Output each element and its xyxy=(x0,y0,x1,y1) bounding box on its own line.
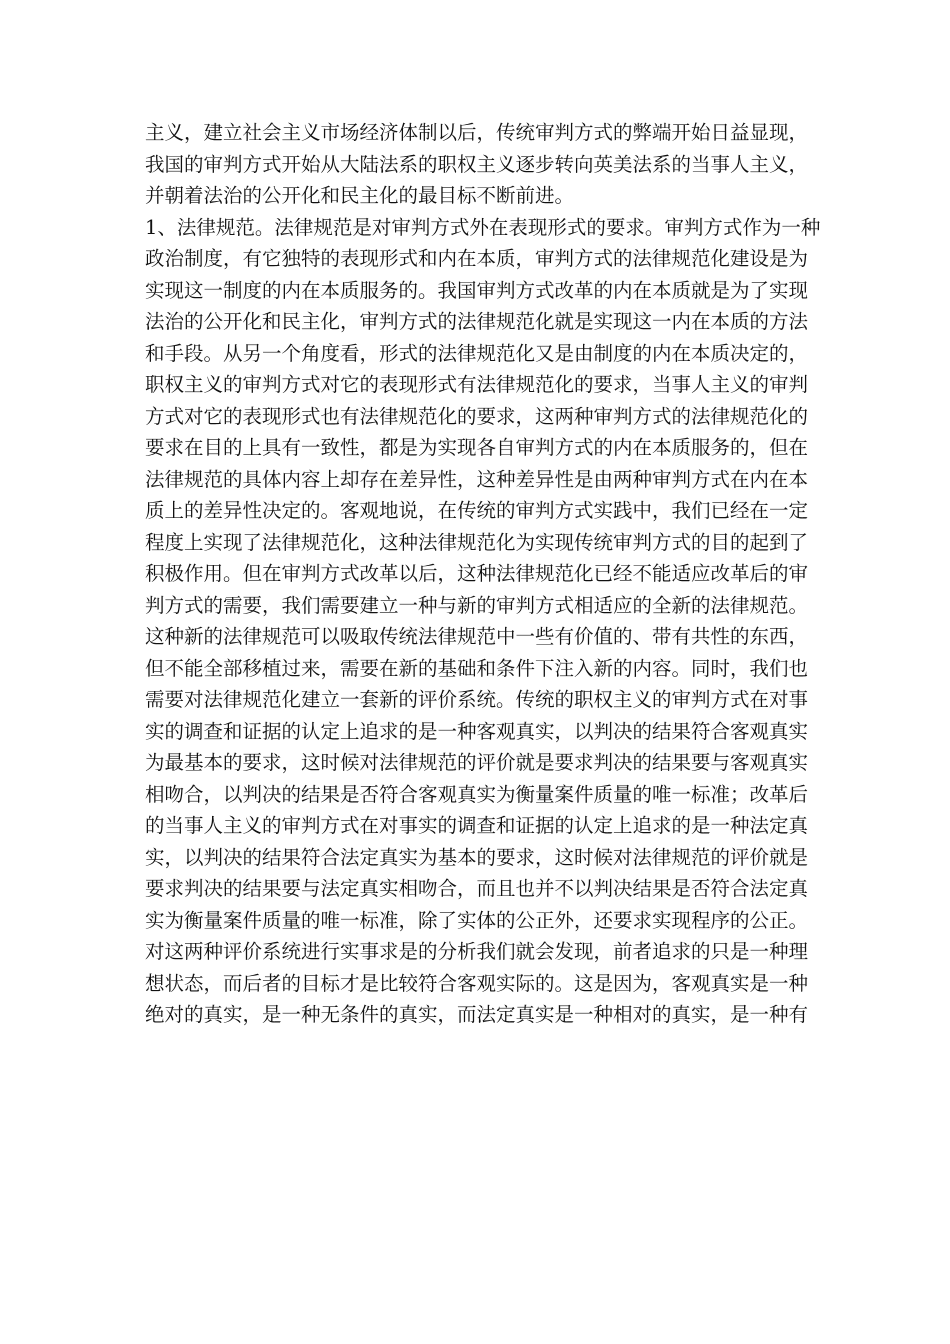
text-line: 实，以判决的结果符合法定真实为基本的要求，这时候对法律规范的评价就是 xyxy=(145,845,809,869)
body-text xyxy=(145,117,825,1031)
text-line: 为最基本的要求，这时候对法律规范的评价就是要求判决的结果要与客观真实 xyxy=(145,751,809,774)
text-line: 对这两种评价系统进行实事求是的分析我们就会发现，前者追求的只是一种理 xyxy=(145,940,809,963)
text-line: 程度上实现了法律规范化，这种法律规范化为实现传统审判方式的目的起到了 xyxy=(145,530,809,554)
text-line: 绝对的真实，是一种无条件的真实，而法定真实是一种相对的真实，是一种有 xyxy=(145,1003,809,1026)
text-line: 实的调查和证据的认定上追求的是一种客观真实，以判决的结果符合客观真实 xyxy=(145,719,809,743)
text-line: 并朝着法治的公开化和民主化的最目标不断前进。 xyxy=(145,184,575,207)
text-line: 实为衡量案件质量的唯一标准，除了实体的公正外，还要求实现程序的公正。 xyxy=(145,908,809,932)
text-line: 法治的公开化和民主化，审判方式的法律规范化就是实现这一内在本质的方法 xyxy=(145,310,809,333)
text-line: 1、法律规范。法律规范是对审判方式外在表现形式的要求。审判方式作为一种 xyxy=(145,215,821,239)
text-line: 想状态，而后者的目标才是比较符合客观实际的。这是因为，客观真实是一种 xyxy=(145,971,809,995)
text-line: 的当事人主义的审判方式在对事实的调查和证据的认定上追求的是一种法定真 xyxy=(145,814,809,837)
text-line: 和手段。从另一个角度看，形式的法律规范化又是由制度的内在本质决定的， xyxy=(145,341,809,365)
text-line: 我国的审判方式开始从大陆法系的职权主义逐步转向英美法系的当事人主义， xyxy=(145,152,809,176)
text-line: 要求判决的结果要与法定真实相吻合，而且也并不以判决结果是否符合法定真 xyxy=(145,877,809,900)
text-line: 政治制度，有它独特的表现形式和内在本质，审判方式的法律规范化建设是为 xyxy=(145,247,809,270)
text-line: 相吻合，以判决的结果是否符合客观真实为衡量案件质量的唯一标准；改革后 xyxy=(145,782,809,806)
text-line: 判方式的需要，我们需要建立一种与新的审判方式相适应的全新的法律规范。 xyxy=(145,593,809,617)
text-line: 职权主义的审判方式对它的表现形式有法律规范化的要求，当事人主义的审判 xyxy=(145,373,809,396)
text-line: 要求在目的上具有一致性，都是为实现各自审判方式的内在本质服务的，但在 xyxy=(145,436,809,459)
text-line: 需要对法律规范化建立一套新的评价系统。传统的职权主义的审判方式在对事 xyxy=(145,688,809,711)
text-line: 法律规范的具体内容上却存在差异性，这种差异性是由两种审判方式在内在本 xyxy=(145,467,809,491)
text-line: 质上的差异性决定的。客观地说，在传统的审判方式实践中，我们已经在一定 xyxy=(145,499,809,522)
text-line: 积极作用。但在审判方式改革以后，这种法律规范化已经不能适应改革后的审 xyxy=(145,562,809,585)
text-line: 这种新的法律规范可以吸取传统法律规范中一些有价值的、带有共性的东西， xyxy=(145,625,809,648)
text-line: 方式对它的表现形式也有法律规范化的要求，这两种审判方式的法律规范化的 xyxy=(145,404,809,428)
text-line: 但不能全部移植过来，需要在新的基础和条件下注入新的内容。同时，我们也 xyxy=(145,656,809,680)
text-line: 主义，建立社会主义市场经济体制以后，传统审判方式的弊端开始日益显现， xyxy=(145,121,809,144)
text-line: 实现这一制度的内在本质服务的。我国审判方式改革的内在本质就是为了实现 xyxy=(145,278,809,302)
